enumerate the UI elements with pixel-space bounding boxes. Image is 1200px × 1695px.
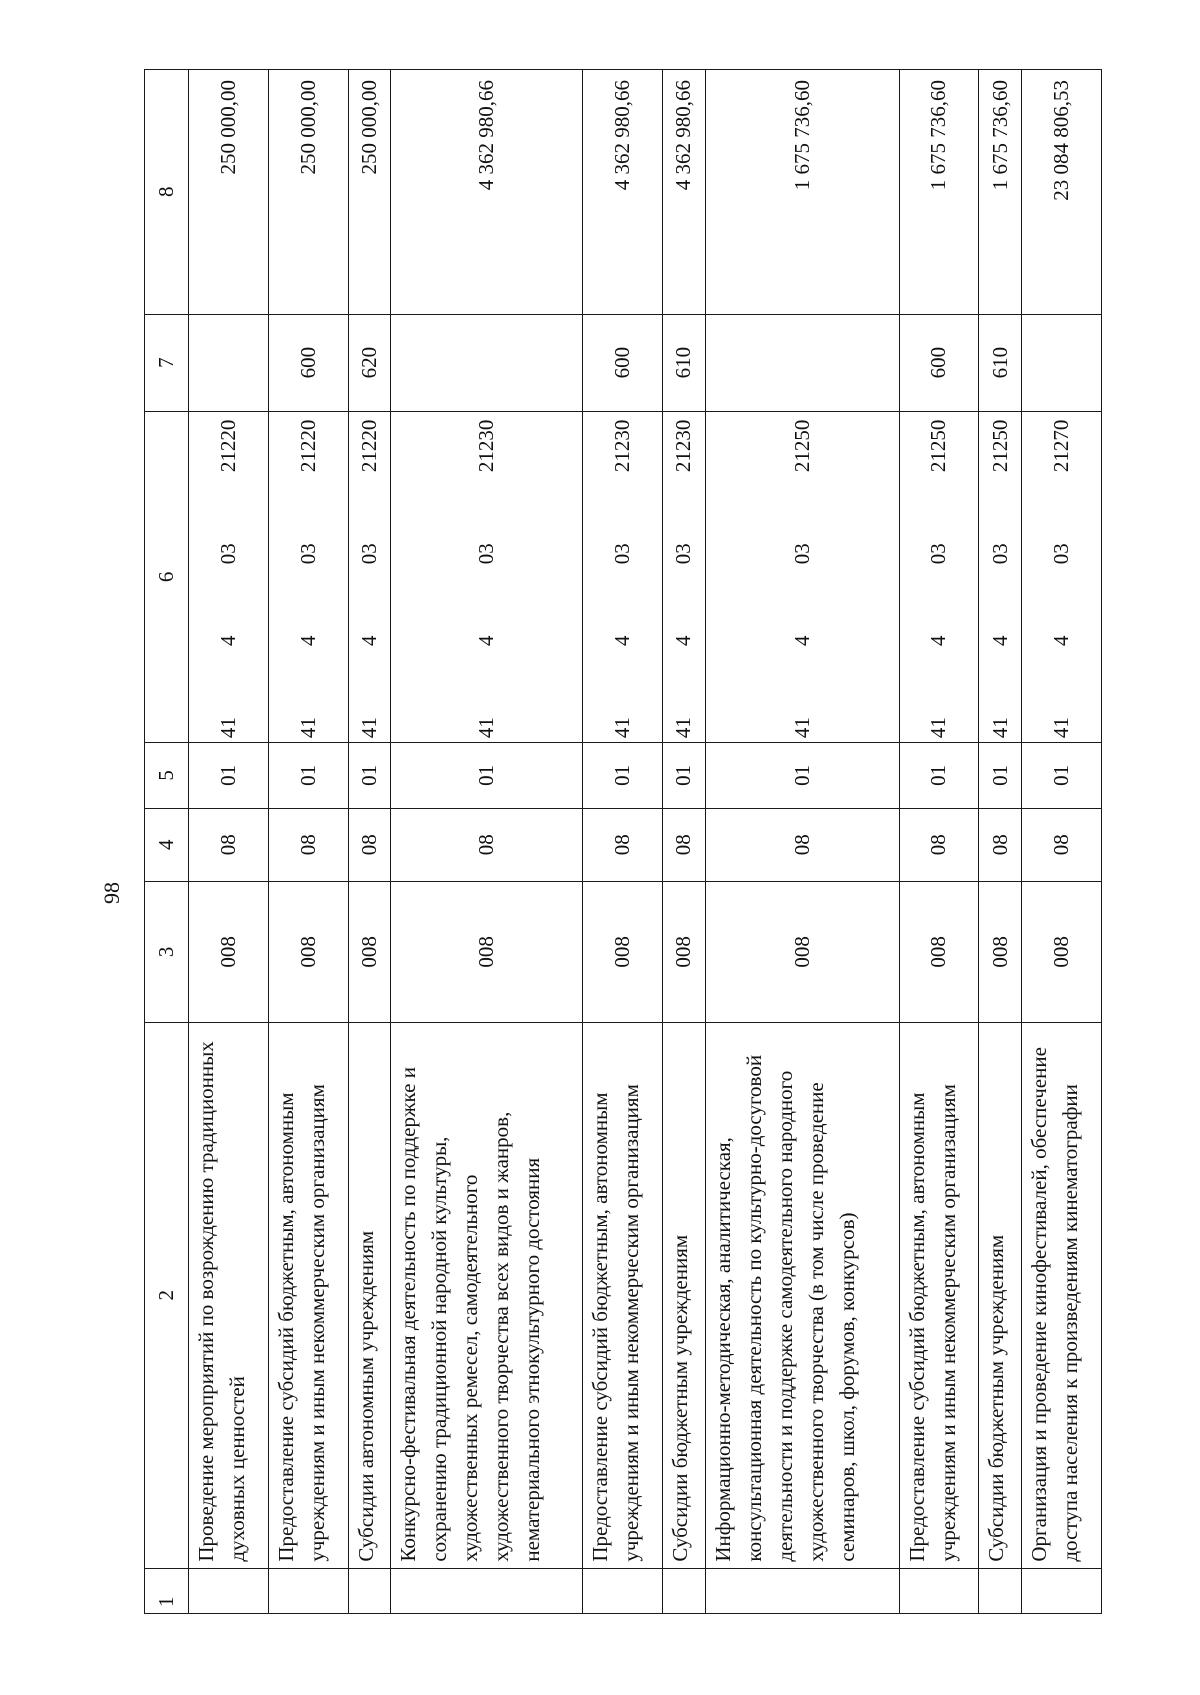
code-cell-5: 01 bbox=[583, 743, 663, 809]
target-code-direction: 21230 bbox=[671, 419, 696, 473]
code-cell-3: 008 bbox=[583, 881, 663, 1022]
target-code-cell bbox=[705, 411, 899, 742]
code-cell-5: 01 bbox=[899, 743, 979, 809]
expense-type-cell bbox=[189, 314, 269, 411]
code-cell-5: 01 bbox=[348, 743, 391, 809]
code-cell-4: 08 bbox=[1022, 808, 1102, 881]
code-cell-5: 01 bbox=[979, 743, 1022, 809]
target-code-subprogram: 03 bbox=[1049, 543, 1074, 565]
target-code-subprogram: 03 bbox=[356, 543, 381, 565]
target-code-program: 41 bbox=[789, 717, 814, 739]
code-cell-3: 008 bbox=[1022, 881, 1102, 1022]
description-cell: Проведение мероприятий по возрождению традиционных духовных ценностей bbox=[189, 1022, 269, 1568]
target-code-type: 4 bbox=[609, 635, 634, 646]
expense-type-cell: 600 bbox=[899, 314, 979, 411]
target-code-direction: 21230 bbox=[474, 419, 499, 473]
target-code-cell bbox=[899, 411, 979, 742]
amount-cell: 4 362 980,66 bbox=[391, 70, 583, 315]
target-code-subprogram: 03 bbox=[295, 543, 320, 565]
target-code-parts bbox=[926, 412, 951, 742]
code-cell-4: 08 bbox=[268, 808, 348, 881]
header-cell-7: 7 bbox=[145, 314, 189, 411]
amount-cell: 1 675 736,60 bbox=[705, 70, 899, 315]
target-code-type: 4 bbox=[987, 635, 1012, 646]
code-cell-3: 008 bbox=[979, 881, 1022, 1022]
row-number-cell bbox=[583, 1568, 663, 1613]
expense-type-cell bbox=[1022, 314, 1102, 411]
target-code-type: 4 bbox=[1049, 635, 1074, 646]
target-code-cell bbox=[1022, 411, 1102, 742]
header-cell-4: 4 bbox=[145, 808, 189, 881]
target-code-cell bbox=[189, 411, 269, 742]
code-cell-4: 08 bbox=[583, 808, 663, 881]
target-code-program: 41 bbox=[671, 717, 696, 739]
target-code-type: 4 bbox=[926, 635, 951, 646]
header-cell-3: 3 bbox=[145, 881, 189, 1022]
target-code-program: 41 bbox=[215, 717, 240, 739]
row-number-cell bbox=[268, 1568, 348, 1613]
table-row bbox=[583, 70, 663, 1614]
table-row bbox=[391, 70, 583, 1614]
expense-type-cell: 620 bbox=[348, 314, 391, 411]
target-code-parts bbox=[474, 412, 499, 742]
target-code-program: 41 bbox=[1049, 717, 1074, 739]
code-cell-5: 01 bbox=[662, 743, 705, 809]
target-code-direction: 21250 bbox=[926, 419, 951, 473]
row-number-cell bbox=[348, 1568, 391, 1613]
target-code-cell bbox=[268, 411, 348, 742]
code-cell-4: 08 bbox=[705, 808, 899, 881]
target-code-parts bbox=[988, 412, 1013, 742]
target-code-direction: 21250 bbox=[987, 419, 1012, 473]
code-cell-5: 01 bbox=[391, 743, 583, 809]
amount-cell: 1 675 736,60 bbox=[899, 70, 979, 315]
code-cell-3: 008 bbox=[189, 881, 269, 1022]
target-code-type: 4 bbox=[474, 635, 499, 646]
description-cell: Организация и проведение кинофестивалей, обеспечение доступа населения к произведениям кинематографии bbox=[1022, 1022, 1102, 1568]
target-code-subprogram: 03 bbox=[671, 543, 696, 565]
code-cell-3: 008 bbox=[662, 881, 705, 1022]
amount-cell: 250 000,00 bbox=[189, 70, 269, 315]
table-row bbox=[705, 70, 899, 1614]
expense-type-cell: 610 bbox=[662, 314, 705, 411]
target-code-parts bbox=[671, 412, 696, 742]
target-code-type: 4 bbox=[215, 635, 240, 646]
amount-cell: 4 362 980,66 bbox=[583, 70, 663, 315]
code-cell-4: 08 bbox=[662, 808, 705, 881]
target-code-program: 41 bbox=[609, 717, 634, 739]
code-cell-4: 08 bbox=[189, 808, 269, 881]
expense-type-cell bbox=[391, 314, 583, 411]
target-code-parts bbox=[357, 412, 382, 742]
row-number-cell bbox=[1022, 1568, 1102, 1613]
budget-table bbox=[144, 69, 1102, 1614]
table-row bbox=[1022, 70, 1102, 1614]
page-number: 98 bbox=[99, 882, 124, 904]
target-code-direction: 21220 bbox=[215, 419, 240, 473]
target-code-parts bbox=[1049, 412, 1074, 742]
table-row bbox=[189, 70, 269, 1614]
code-cell-5: 01 bbox=[189, 743, 269, 809]
description-cell: Конкурсно-фестивальная деятельность по поддержке и сохранению традиционной народной культуры, художественных ремесел, самодеятельного художественного творчества всех видов и жанров, нематериального этнокультурного достояния bbox=[391, 1022, 583, 1568]
description-cell: Субсидии бюджетным учреждениям bbox=[979, 1022, 1022, 1568]
expense-type-cell bbox=[705, 314, 899, 411]
description-cell: Информационно-методическая, аналитическая, консультационная деятельность по культурно-досуговой деятельности и поддержке самодеятельного народного художественного творчества (в том числе проведение семинаров, школ, форумов, конкурсов) bbox=[705, 1022, 899, 1568]
table-row bbox=[662, 70, 705, 1614]
code-cell-3: 008 bbox=[899, 881, 979, 1022]
target-code-type: 4 bbox=[789, 635, 814, 646]
target-code-program: 41 bbox=[295, 717, 320, 739]
code-cell-5: 01 bbox=[705, 743, 899, 809]
table-row bbox=[899, 70, 979, 1614]
target-code-type: 4 bbox=[671, 635, 696, 646]
description-cell: Предоставление субсидий бюджетным, автономным учреждениям и иным некоммерческим организациям bbox=[583, 1022, 663, 1568]
code-cell-4: 08 bbox=[899, 808, 979, 881]
target-code-type: 4 bbox=[295, 635, 320, 646]
target-code-subprogram: 03 bbox=[789, 543, 814, 565]
target-code-parts bbox=[296, 412, 321, 742]
target-code-direction: 21220 bbox=[295, 419, 320, 473]
code-cell-5: 01 bbox=[1022, 743, 1102, 809]
header-cell-5: 5 bbox=[145, 743, 189, 809]
code-cell-4: 08 bbox=[979, 808, 1022, 881]
description-cell: Предоставление субсидий бюджетным, автономным учреждениям и иным некоммерческим организациям bbox=[268, 1022, 348, 1568]
code-cell-3: 008 bbox=[705, 881, 899, 1022]
code-cell-4: 08 bbox=[348, 808, 391, 881]
target-code-cell bbox=[348, 411, 391, 742]
row-number-cell bbox=[899, 1568, 979, 1613]
description-cell: Предоставление субсидий бюджетным, автономным учреждениям и иным некоммерческим организациям bbox=[899, 1022, 979, 1568]
target-code-program: 41 bbox=[474, 717, 499, 739]
description-cell: Субсидии бюджетным учреждениям bbox=[662, 1022, 705, 1568]
row-number-cell bbox=[705, 1568, 899, 1613]
header-cell-1: 1 bbox=[145, 1568, 189, 1613]
expense-type-cell: 600 bbox=[268, 314, 348, 411]
description-cell: Субсидии автономным учреждениям bbox=[348, 1022, 391, 1568]
target-code-subprogram: 03 bbox=[609, 543, 634, 565]
amount-cell: 23 084 806,53 bbox=[1022, 70, 1102, 315]
target-code-parts bbox=[790, 412, 815, 742]
target-code-subprogram: 03 bbox=[474, 543, 499, 565]
code-cell-3: 008 bbox=[268, 881, 348, 1022]
row-number-cell bbox=[662, 1568, 705, 1613]
target-code-subprogram: 03 bbox=[926, 543, 951, 565]
target-code-direction: 21230 bbox=[609, 419, 634, 473]
header-cell-8: 8 bbox=[145, 70, 189, 315]
expense-type-cell: 600 bbox=[583, 314, 663, 411]
target-code-subprogram: 03 bbox=[987, 543, 1012, 565]
target-code-parts bbox=[610, 412, 635, 742]
expense-type-cell: 610 bbox=[979, 314, 1022, 411]
target-code-program: 41 bbox=[926, 717, 951, 739]
code-cell-3: 008 bbox=[348, 881, 391, 1022]
table-row bbox=[979, 70, 1022, 1614]
target-code-cell bbox=[979, 411, 1022, 742]
amount-cell: 1 675 736,60 bbox=[979, 70, 1022, 315]
header-row bbox=[145, 70, 189, 1614]
amount-cell: 4 362 980,66 bbox=[662, 70, 705, 315]
target-code-direction: 21250 bbox=[789, 419, 814, 473]
amount-cell: 250 000,00 bbox=[268, 70, 348, 315]
row-number-cell bbox=[189, 1568, 269, 1613]
rotated-table-wrapper bbox=[144, 69, 1102, 1614]
target-code-direction: 21220 bbox=[356, 419, 381, 473]
row-number-cell bbox=[979, 1568, 1022, 1613]
row-number-cell bbox=[391, 1568, 583, 1613]
target-code-program: 41 bbox=[987, 717, 1012, 739]
code-cell-3: 008 bbox=[391, 881, 583, 1022]
amount-cell: 250 000,00 bbox=[348, 70, 391, 315]
table-row bbox=[268, 70, 348, 1614]
target-code-cell bbox=[662, 411, 705, 742]
target-code-subprogram: 03 bbox=[215, 543, 240, 565]
code-cell-5: 01 bbox=[268, 743, 348, 809]
target-code-cell bbox=[583, 411, 663, 742]
table-row bbox=[348, 70, 391, 1614]
target-code-direction: 21270 bbox=[1049, 419, 1074, 473]
target-code-type: 4 bbox=[356, 635, 381, 646]
target-code-cell bbox=[391, 411, 583, 742]
target-code-program: 41 bbox=[356, 717, 381, 739]
target-code-parts bbox=[216, 412, 241, 742]
header-cell-2: 2 bbox=[145, 1022, 189, 1568]
code-cell-4: 08 bbox=[391, 808, 583, 881]
header-cell-6: 6 bbox=[145, 411, 189, 742]
